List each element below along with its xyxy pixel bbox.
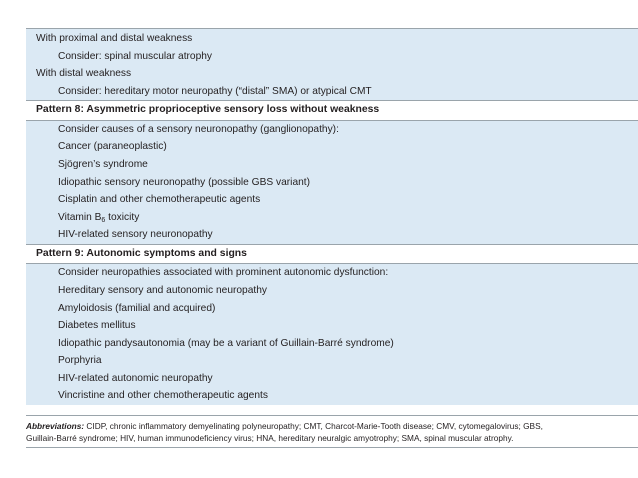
table-row: Hereditary sensory and autonomic neuropathy xyxy=(58,284,267,296)
table-row: Sjögren’s syndrome xyxy=(58,158,148,170)
table-row: Diabetes mellitus xyxy=(58,320,136,332)
table-row: Consider neuropathies associated with prominent autonomic dysfunction: xyxy=(58,267,389,279)
abbreviations-line-1: Abbreviations: CIDP, chronic inflammatory demyelinating polyneuropathy; CMT, Charcot-Marie-Tooth disease; CMV, cytomegalovirus; GBS, xyxy=(26,421,543,431)
table-row: Consider causes of a sensory neuronopathy (ganglionopathy): xyxy=(58,123,339,135)
table-row: Porphyria xyxy=(58,355,102,367)
table-row: Cisplatin and other chemotherapeutic agents xyxy=(58,194,261,206)
abbreviations-footnote xyxy=(26,415,638,445)
section-top xyxy=(26,29,638,100)
table-row: Consider: spinal muscular atrophy xyxy=(58,50,213,62)
pattern-9-section xyxy=(26,264,638,405)
pattern-8-section xyxy=(26,121,638,244)
diagnosis-table xyxy=(26,28,638,405)
table-row: Amyloidosis (familial and acquired) xyxy=(58,302,216,314)
abbreviations-label: Abbreviations: xyxy=(26,421,85,431)
table-row: Cancer (paraneoplastic) xyxy=(58,141,167,153)
table-row: Consider: hereditary motor neuropathy (“distal” SMA) or atypical CMT xyxy=(58,85,372,97)
table-row: Idiopathic pandysautonomia (may be a variant of Guillain-Barré syndrome) xyxy=(58,337,394,349)
table-row: With distal weakness xyxy=(36,68,132,80)
table-row: With proximal and distal weakness xyxy=(36,33,193,44)
bottom-divider xyxy=(26,447,638,448)
pattern-8-header: Pattern 8: Asymmetric proprioceptive sensory loss without weakness xyxy=(26,100,638,120)
pattern-9-header: Pattern 9: Autonomic symptoms and signs xyxy=(26,244,638,264)
table-row: HIV-related autonomic neuropathy xyxy=(58,372,213,384)
table-row: Idiopathic sensory neuronopathy (possible GBS variant) xyxy=(58,176,310,188)
table-row: HIV-related sensory neuronopathy xyxy=(58,229,213,241)
abbreviations-line-2: Guillain-Barré syndrome; HIV, human immunodeficiency virus; HNA, hereditary neuralgic amyotrophy; SMA, spinal muscular atrophy. xyxy=(26,433,514,444)
table-row: Vincristine and other chemotherapeutic agents xyxy=(58,390,268,402)
table-row-vitamin: Vitamin $B_6$ toxicity xyxy=(58,211,140,224)
